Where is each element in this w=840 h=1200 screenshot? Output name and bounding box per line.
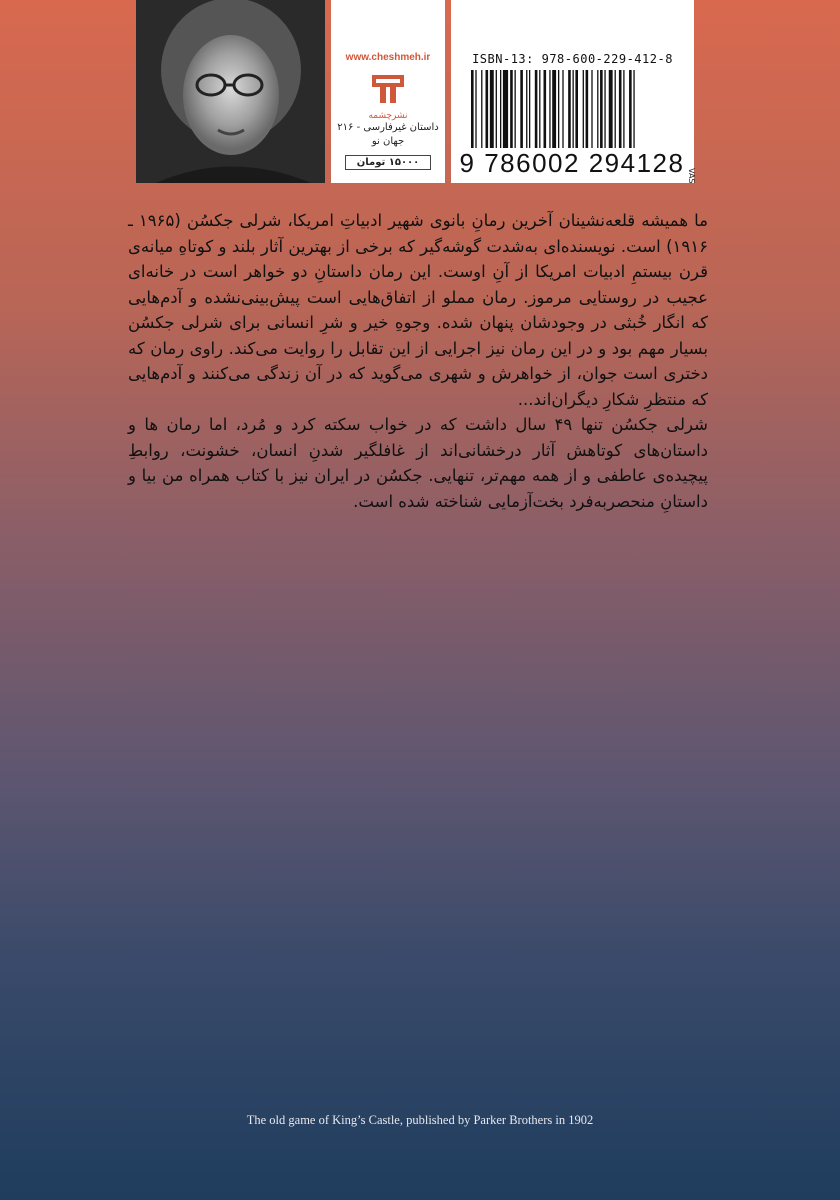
ean-digits: 9 786002 294128: [459, 148, 685, 178]
price-label: ۱۵۰۰۰ تومان: [345, 155, 431, 170]
cover-image-caption: The old game of King’s Castle, published by Parker Brothers in 1902: [246, 1113, 594, 1127]
description-paragraph-2: شرلی جکسُن تنها ۴۹ سال داشت که در خواب سکته کرد و مُرد، اما رمان ها و داستان‌های کوتاهش آثار درخشانی‌اند از غافلگیر شدنِ انسان، خشونت، روابطِ پیچیده‌ی عاطفی و از همه مهم‌تر، تنهایی. جکسُن در ایران نیز با کتاب همراه من بیا و داستانِ منحصربه‌فرد بخت‌آزمایی شناخته شده است.: [128, 415, 708, 511]
publisher-panel: [331, 0, 445, 183]
publisher-url[interactable]: www.cheshmeh.ir: [345, 52, 431, 63]
barcode-panel: [451, 0, 694, 183]
cheshmeh-logo-icon: [368, 69, 408, 109]
description-paragraph-1: ما همیشه قلعه‌نشینان آخرین رمانِ بانوی شهیر ادبیاتِ امریکا، شرلی جکسُن (۱۹۶۵ ـ ۱۹۱۶) است. نویسنده‌ای به‌شدت گوشه‌گیر که برخی از بهترین آثار بلند و کوتاهِ میانه‌ی قرن بیستمِ ادبیات امریکا از آنِ اوست. این رمان داستانِ دو خواهر است در خانه‌ای عجیب در روستایی مرموز. رمان مملو از اتفاق‌هایی است پیش‌بینی‌نشده و آدم‌هایی که انگار خُبثی در وجودشان پنهان شده. وجوهِ خیر و شرِ انسانی برای شرلی جکسُن بسیار مهم بود و در این رمان نیز اجرایی از این تقابل را روایت می‌کند. راوی رمان که دختری است جوان، از خواهرش و شهری می‌گوید که در آن زندگی می‌کنند و آدم‌هایی که منتظرِ شکارِ دیگران‌اند...: [128, 211, 708, 409]
side-code: VAS: [687, 168, 696, 184]
publisher-series-label: نشرچشمه: [368, 111, 408, 121]
author-photo: [136, 0, 325, 183]
barcode-bars: [471, 70, 676, 160]
back-cover-description: [128, 208, 708, 514]
series-title: داستان غیرفارسی - ۲۱۶: [337, 122, 439, 133]
series-subtitle: جهان نو: [371, 136, 405, 147]
isbn-label: ISBN-13: 978-600-229-412-8: [472, 52, 673, 66]
author-portrait-image: [136, 0, 325, 183]
